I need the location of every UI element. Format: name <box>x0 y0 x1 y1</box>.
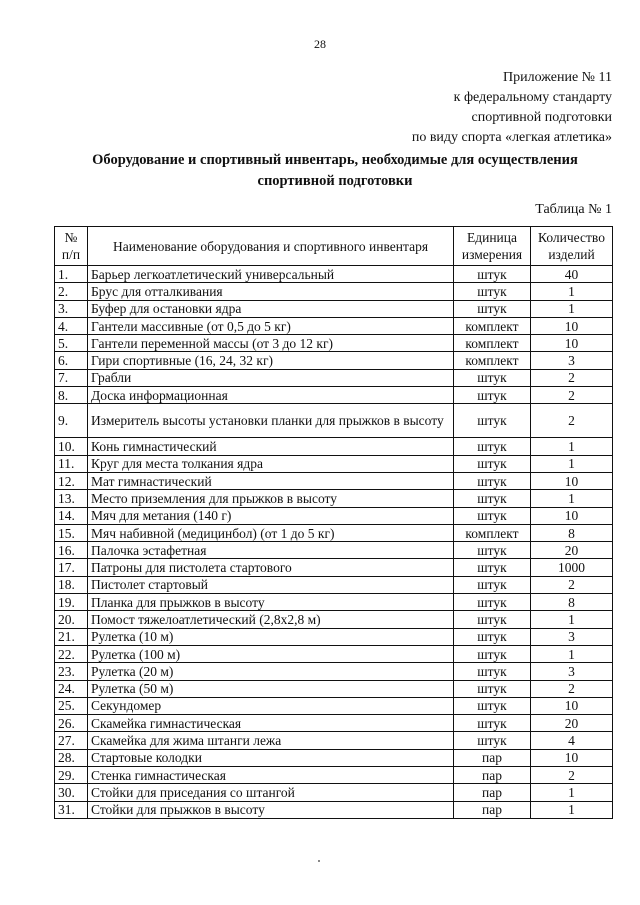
row-name: Патроны для пистолета стартового <box>88 559 454 576</box>
row-unit: штук <box>454 369 531 386</box>
row-unit: штук <box>454 611 531 628</box>
row-unit: штук <box>454 576 531 593</box>
row-quantity: 1 <box>531 611 613 628</box>
row-quantity: 10 <box>531 697 613 714</box>
row-number: 20. <box>55 611 88 628</box>
row-quantity: 1 <box>531 300 613 317</box>
row-unit: штук <box>454 542 531 559</box>
row-name: Доска информационная <box>88 387 454 404</box>
header-quantity-line1: Количество <box>538 230 605 245</box>
table-row <box>55 576 613 593</box>
scan-speck <box>318 860 320 862</box>
row-name: Планка для прыжков в высоту <box>88 594 454 611</box>
row-number: 1. <box>55 266 88 283</box>
row-unit: штук <box>454 594 531 611</box>
row-quantity: 2 <box>531 369 613 386</box>
header-unit-line1: Единица <box>466 230 517 245</box>
table-row <box>55 801 613 818</box>
table-row <box>55 352 613 369</box>
row-number: 14. <box>55 507 88 524</box>
row-quantity: 8 <box>531 524 613 541</box>
row-unit: штук <box>454 680 531 697</box>
row-number: 3. <box>55 300 88 317</box>
document-title <box>50 150 620 192</box>
row-number: 8. <box>55 387 88 404</box>
row-quantity: 2 <box>531 404 613 438</box>
row-number: 5. <box>55 335 88 352</box>
row-unit: пар <box>454 767 531 784</box>
row-quantity: 1000 <box>531 559 613 576</box>
row-quantity: 10 <box>531 507 613 524</box>
row-name: Рулетка (50 м) <box>88 680 454 697</box>
table-row <box>55 663 613 680</box>
header-unit-line2: измерения <box>461 247 523 262</box>
table-row <box>55 283 613 300</box>
row-number: 19. <box>55 594 88 611</box>
row-number: 29. <box>55 767 88 784</box>
row-quantity: 1 <box>531 784 613 801</box>
table-row <box>55 611 613 628</box>
table-row <box>55 715 613 732</box>
table-row <box>55 455 613 472</box>
header-quantity-line2: изделий <box>548 247 595 262</box>
table-row <box>55 542 613 559</box>
row-number: 21. <box>55 628 88 645</box>
row-number: 2. <box>55 283 88 300</box>
row-quantity: 2 <box>531 576 613 593</box>
row-number: 26. <box>55 715 88 732</box>
header-quantity <box>531 227 613 266</box>
row-unit: штук <box>454 697 531 714</box>
row-name: Брус для отталкивания <box>88 283 454 300</box>
table-row <box>55 438 613 455</box>
row-unit: штук <box>454 715 531 732</box>
equipment-table <box>54 226 613 819</box>
row-name: Стартовые колодки <box>88 749 454 766</box>
appendix-line: по виду спорта «легкая атлетика» <box>411 130 612 145</box>
row-unit: комплект <box>454 335 531 352</box>
row-name: Измеритель высоты установки планки для прыжков в высоту <box>88 404 454 438</box>
row-number: 11. <box>55 455 88 472</box>
row-name: Стойки для прыжков в высоту <box>88 801 454 818</box>
row-number: 25. <box>55 697 88 714</box>
row-number: 4. <box>55 317 88 334</box>
row-quantity: 1 <box>531 490 613 507</box>
table-header-row <box>55 227 613 266</box>
title-line: спортивной подготовки <box>257 173 413 189</box>
table-row <box>55 404 613 438</box>
row-unit: штук <box>454 507 531 524</box>
row-number: 17. <box>55 559 88 576</box>
row-number: 9. <box>55 404 88 438</box>
row-unit: комплект <box>454 352 531 369</box>
appendix-block <box>412 68 612 148</box>
row-quantity: 10 <box>531 472 613 489</box>
row-number: 15. <box>55 524 88 541</box>
row-name: Конь гимнастический <box>88 438 454 455</box>
row-quantity: 1 <box>531 645 613 662</box>
row-quantity: 1 <box>531 801 613 818</box>
row-unit: штук <box>454 300 531 317</box>
row-number: 24. <box>55 680 88 697</box>
row-unit: штук <box>454 472 531 489</box>
row-unit: штук <box>454 645 531 662</box>
table-row <box>55 300 613 317</box>
row-name: Буфер для остановки ядра <box>88 300 454 317</box>
row-unit: штук <box>454 455 531 472</box>
row-unit: пар <box>454 801 531 818</box>
row-number: 16. <box>55 542 88 559</box>
row-quantity: 10 <box>531 749 613 766</box>
page-number: 28 <box>314 37 326 51</box>
row-unit: штук <box>454 490 531 507</box>
row-name: Стенка гимнастическая <box>88 767 454 784</box>
row-quantity: 40 <box>531 266 613 283</box>
appendix-line: к федеральному стандарту <box>453 90 612 105</box>
table-row <box>55 369 613 386</box>
row-name: Секундомер <box>88 697 454 714</box>
appendix-line: спортивной подготовки <box>471 110 612 125</box>
row-name: Гантели переменной массы (от 3 до 12 кг) <box>88 335 454 352</box>
row-name: Мяч для метания (140 г) <box>88 507 454 524</box>
row-number: 22. <box>55 645 88 662</box>
row-unit: штук <box>454 663 531 680</box>
table-row <box>55 767 613 784</box>
row-unit: комплект <box>454 524 531 541</box>
row-quantity: 3 <box>531 352 613 369</box>
table-row <box>55 387 613 404</box>
table-caption: Таблица № 1 <box>535 202 612 217</box>
header-unit <box>454 227 531 266</box>
title-line: Оборудование и спортивный инвентарь, необходимые для осуществления <box>92 152 578 168</box>
row-number: 10. <box>55 438 88 455</box>
row-unit: штук <box>454 732 531 749</box>
table-row <box>55 594 613 611</box>
row-unit: штук <box>454 266 531 283</box>
row-name: Скамейка для жима штанги лежа <box>88 732 454 749</box>
row-number: 13. <box>55 490 88 507</box>
row-unit: штук <box>454 628 531 645</box>
row-name: Гири спортивные (16, 24, 32 кг) <box>88 352 454 369</box>
row-quantity: 1 <box>531 283 613 300</box>
row-quantity: 20 <box>531 715 613 732</box>
row-quantity: 8 <box>531 594 613 611</box>
table-row <box>55 628 613 645</box>
table-row <box>55 524 613 541</box>
table-row <box>55 749 613 766</box>
header-name: Наименование оборудования и спортивного инвентаря <box>88 227 454 266</box>
table-row <box>55 472 613 489</box>
row-quantity: 1 <box>531 455 613 472</box>
row-quantity: 2 <box>531 680 613 697</box>
row-number: 23. <box>55 663 88 680</box>
row-quantity: 1 <box>531 438 613 455</box>
row-quantity: 2 <box>531 767 613 784</box>
row-number: 18. <box>55 576 88 593</box>
row-name: Грабли <box>88 369 454 386</box>
row-unit: пар <box>454 749 531 766</box>
header-number <box>55 227 88 266</box>
row-number: 28. <box>55 749 88 766</box>
table-row <box>55 645 613 662</box>
header-number-line2: п/п <box>61 247 81 262</box>
table-row <box>55 317 613 334</box>
row-name: Палочка эстафетная <box>88 542 454 559</box>
row-number: 27. <box>55 732 88 749</box>
row-unit: штук <box>454 387 531 404</box>
row-name: Рулетка (100 м) <box>88 645 454 662</box>
row-name: Барьер легкоатлетический универсальный <box>88 266 454 283</box>
row-unit: штук <box>454 283 531 300</box>
appendix-line: Приложение № 11 <box>503 70 612 85</box>
row-quantity: 10 <box>531 317 613 334</box>
row-name: Гантели массивные (от 0,5 до 5 кг) <box>88 317 454 334</box>
row-unit: комплект <box>454 317 531 334</box>
row-name: Рулетка (10 м) <box>88 628 454 645</box>
row-name: Пистолет стартовый <box>88 576 454 593</box>
row-name: Стойки для приседания со штангой <box>88 784 454 801</box>
row-unit: штук <box>454 559 531 576</box>
row-name: Мяч набивной (медицинбол) (от 1 до 5 кг) <box>88 524 454 541</box>
row-name: Скамейка гимнастическая <box>88 715 454 732</box>
table-row <box>55 335 613 352</box>
row-unit: пар <box>454 784 531 801</box>
row-quantity: 10 <box>531 335 613 352</box>
row-unit: штук <box>454 404 531 438</box>
row-quantity: 20 <box>531 542 613 559</box>
row-number: 30. <box>55 784 88 801</box>
table-body <box>55 266 613 819</box>
table-row <box>55 266 613 283</box>
row-number: 7. <box>55 369 88 386</box>
table-row <box>55 559 613 576</box>
row-name: Место приземления для прыжков в высоту <box>88 490 454 507</box>
row-number: 12. <box>55 472 88 489</box>
row-name: Рулетка (20 м) <box>88 663 454 680</box>
row-name: Круг для места толкания ядра <box>88 455 454 472</box>
row-quantity: 3 <box>531 628 613 645</box>
table-row <box>55 507 613 524</box>
header-number-line1: № <box>64 230 78 245</box>
row-number: 31. <box>55 801 88 818</box>
table-row <box>55 784 613 801</box>
table-row <box>55 680 613 697</box>
row-number: 6. <box>55 352 88 369</box>
row-unit: штук <box>454 438 531 455</box>
row-name: Помост тяжелоатлетический (2,8х2,8 м) <box>88 611 454 628</box>
row-quantity: 4 <box>531 732 613 749</box>
table-row <box>55 697 613 714</box>
table-row <box>55 732 613 749</box>
row-name: Мат гимнастический <box>88 472 454 489</box>
row-quantity: 2 <box>531 387 613 404</box>
table-row <box>55 490 613 507</box>
row-quantity: 3 <box>531 663 613 680</box>
